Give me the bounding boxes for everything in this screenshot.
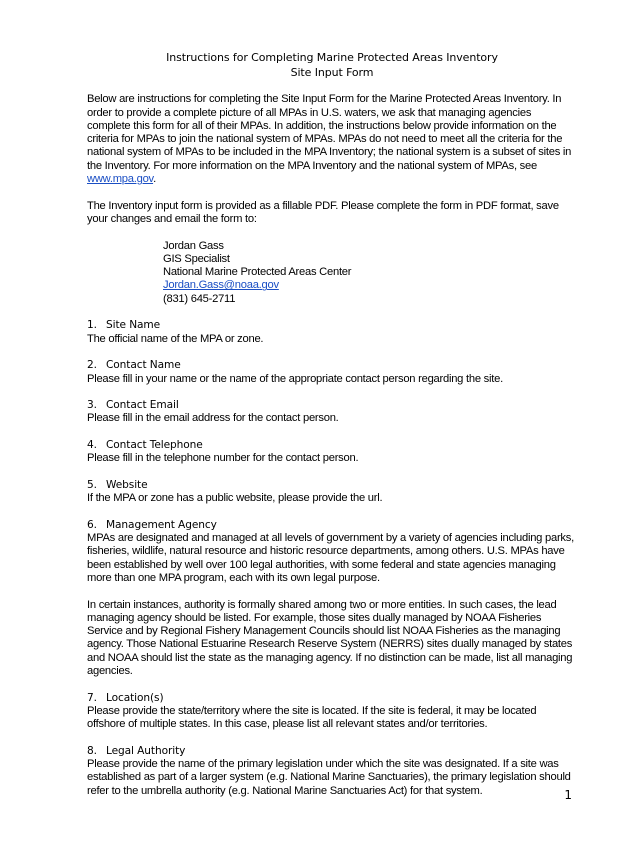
document-title	[87, 50, 577, 80]
section-title: Location(s)	[106, 691, 164, 704]
section-number: 2.	[87, 359, 97, 372]
intro-end: .	[153, 173, 156, 186]
contact-email-link[interactable]: Jordan.Gass@noaa.gov	[163, 279, 279, 292]
contact-org: National Marine Protected Areas Center	[163, 266, 352, 279]
title-line-1: Instructions for Completing Marine Protected Areas Inventory	[166, 51, 498, 64]
section-heading	[87, 692, 577, 705]
section-number: 6.	[87, 518, 97, 531]
contact-role: GIS Specialist	[163, 252, 230, 265]
section-title: Contact Name	[106, 359, 181, 372]
section-number: 8.	[87, 744, 97, 757]
section-body: The official name of the MPA or zone.	[87, 332, 264, 345]
section-title: Management Agency	[106, 518, 217, 531]
contact-phone: (831) 645-2711	[163, 292, 236, 305]
section-body: Please provide the state/territory where the site is located. If the site is federal, it may be located offshore of multiple states. In this case, please list all relevant states and/or territories.	[87, 704, 537, 731]
mpa-website-link[interactable]: www.mpa.gov	[87, 173, 154, 186]
section-number: 3.	[87, 399, 97, 412]
section-title: Site Name	[106, 319, 161, 332]
section-title: Contact Telephone	[106, 439, 203, 452]
contact-block	[163, 240, 577, 306]
instruction-sections	[87, 319, 577, 798]
section-title: Legal Authority	[106, 744, 186, 757]
intro-text: Below are instructions for completing the Site Input Form for the Marine Protected Areas Inventory. In order to provide a complete picture of all MPAs in U.S. waters, we ask that managing agencies complete this form for all of their MPAs. In addition, the instructions below provide information on the criteria for MPAs to join the national system of MPAs. MPAs do not need to meet all the criteria for the national system of MPAs to be included in the MPA Inventory; the national system is a subset of sites in the Inventory. For more information on the MPA Inventory and the national system of MPAs, see	[87, 93, 572, 172]
section-number: 7.	[87, 691, 97, 704]
section-number: 1.	[87, 319, 97, 332]
section-heading	[87, 745, 577, 758]
fillable-paragraph: The Inventory input form is provided as a fillable PDF. Please complete the form in PDF format, save your changes and email the form to:	[87, 199, 559, 225]
section-number: 5.	[87, 478, 97, 491]
document-page	[87, 50, 577, 798]
section-body: Please fill in the email address for the contact person.	[87, 412, 339, 425]
section-body: Please fill in the telephone number for the contact person.	[87, 452, 359, 465]
contact-name: Jordan Gass	[163, 239, 224, 252]
section-body: In certain instances, authority is formally shared among two or more entities. In such cases, the lead managing agency should be listed. For example, those sites dually managed by NOAA Fisheries Service and by Regional Fishery Management Councils should list NOAA Fisheries as the managing agency. Those National Estuarine Research Reserve System (NERRS) sites dually managed by states and NOAA should list the state as the managing agency. If no distinction can be made, list all managing agencies.	[87, 598, 573, 678]
section-heading	[87, 519, 577, 532]
section-body: Please fill in your name or the name of the appropriate contact person regarding the site.	[87, 372, 503, 385]
section-number: 4.	[87, 439, 97, 452]
section-body: MPAs are designated and managed at all levels of government by a variety of agencies including parks, fisheries, wildlife, natural resource and historic resource departments, among others. U.S. MPAs have been established by well over 100 legal authorities, with some federal and state agencies managing more than one MPA program, each with its own legal purpose.	[87, 532, 574, 584]
section-heading	[87, 359, 577, 372]
section-heading	[87, 399, 577, 412]
section-title: Website	[106, 478, 148, 491]
section-title: Contact Email	[106, 399, 179, 412]
section-body: Please provide the name of the primary legislation under which the site was designated. If a site was established as part of a larger system (e.g. National Marine Sanctuaries), the primary legislation should refer to the umbrella authority (e.g. National Marine Sanctuaries Act) for that system.	[87, 758, 571, 797]
page-number: 1	[564, 788, 572, 802]
section-heading	[87, 319, 577, 332]
section-heading	[87, 439, 577, 452]
section-body: If the MPA or zone has a public website, please provide the url.	[87, 492, 383, 505]
section-heading	[87, 479, 577, 492]
title-line-2: Site Input Form	[290, 66, 374, 79]
intro-paragraph	[87, 93, 577, 186]
